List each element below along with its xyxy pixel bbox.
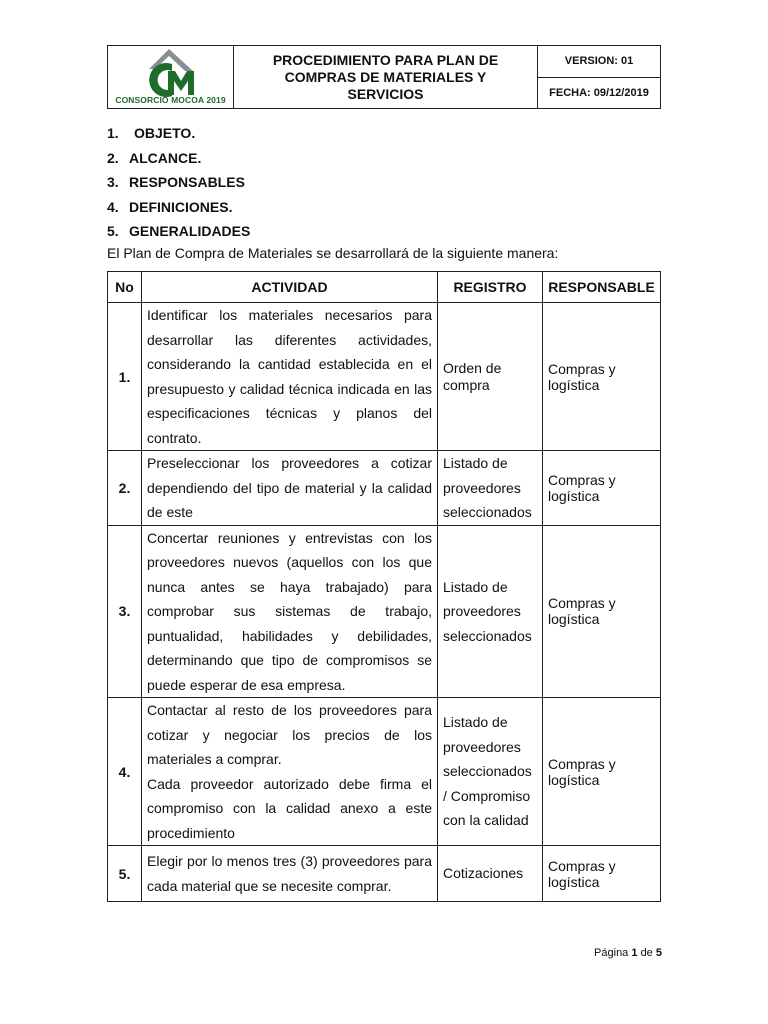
section-item: 1. OBJETO. <box>107 125 196 141</box>
row-number: 5. <box>108 846 142 902</box>
activity-cell: Concertar reuniones y entrevistas con los proveedores nuevos (aquellos con los que nunca antes se haya trabajado) para comprobar sus sistemas de trabajo, puntualidad, habilidades y debilidades, determinando que tipo de compromisos se puede esperar de esa empresa. <box>142 525 438 698</box>
section-list <box>107 121 250 244</box>
logo-caption: CONSORCIO MOCOA 2019 <box>115 95 226 105</box>
document-title: PROCEDIMIENTO PARA PLAN DE COMPRAS DE MATERIALES Y SERVICIOS <box>234 46 538 108</box>
activity-cell: Elegir por lo menos tres (3) proveedores para cada material que se necesite comprar. <box>142 846 438 902</box>
page-number: Página 1 de 5 <box>594 947 662 959</box>
header-no: No <box>108 272 142 303</box>
section-item: 4. DEFINICIONES. <box>107 198 233 215</box>
table-header-row <box>108 272 661 303</box>
date-label: FECHA: 09/12/2019 <box>538 77 660 109</box>
section-item: 2. ALCANCE. <box>107 149 202 166</box>
table-row <box>108 846 661 902</box>
document-header <box>107 45 661 109</box>
header-responsible: RESPONSABLE <box>543 272 661 303</box>
meta-cell <box>538 46 660 108</box>
record-cell: Orden de compra <box>438 303 543 451</box>
logo-cell <box>108 46 234 108</box>
responsible-cell: Compras y logística <box>543 525 661 698</box>
record-cell: Cotizaciones <box>438 846 543 902</box>
table-row <box>108 451 661 526</box>
section-item: 3. RESPONSABLES <box>107 174 245 190</box>
table-row <box>108 525 661 698</box>
activity-cell: Identificar los materiales necesarios para desarrollar las diferentes actividades, considerando la cantidad establecida en el presupuesto y calidad técnica indicada en las especificaciones técnicas y planos del contrato. <box>142 303 438 451</box>
responsible-cell: Compras y logística <box>543 698 661 846</box>
record-cell: Listado de proveedores seleccionados / Compromiso con la calidad <box>438 698 543 846</box>
row-number: 3. <box>108 525 142 698</box>
activity-cell: Preseleccionar los proveedores a cotizar dependiendo del tipo de material y la calidad de este <box>142 451 438 526</box>
responsible-cell: Compras y logística <box>543 846 661 902</box>
header-record: REGISTRO <box>438 272 543 303</box>
responsible-cell: Compras y logística <box>543 451 661 526</box>
row-number: 4. <box>108 698 142 846</box>
company-logo <box>141 47 201 99</box>
header-activity: ACTIVIDAD <box>142 272 438 303</box>
responsible-cell: Compras y logística <box>543 303 661 451</box>
activity-paragraph: Contactar al resto de los proveedores para cotizar y negociar los precios de los materiales a comprar. <box>147 702 432 767</box>
intro-text: El Plan de Compra de Materiales se desarrollará de la siguiente manera: <box>107 245 559 261</box>
activities-table <box>107 271 661 902</box>
table-row <box>108 698 661 846</box>
row-number: 1. <box>108 303 142 451</box>
activity-paragraph: Cada proveedor autorizado debe firma el compromiso con la calidad anexo a este procedimiento <box>147 775 432 841</box>
version-label: VERSION: 01 <box>564 55 634 68</box>
record-cell: Listado de proveedores seleccionados <box>438 451 543 526</box>
section-item: 5. GENERALIDADES <box>107 223 251 239</box>
record-cell: Listado de proveedores seleccionados <box>438 525 543 698</box>
row-number: 2. <box>108 451 142 526</box>
activity-cell <box>142 698 438 846</box>
table-row <box>108 303 661 451</box>
